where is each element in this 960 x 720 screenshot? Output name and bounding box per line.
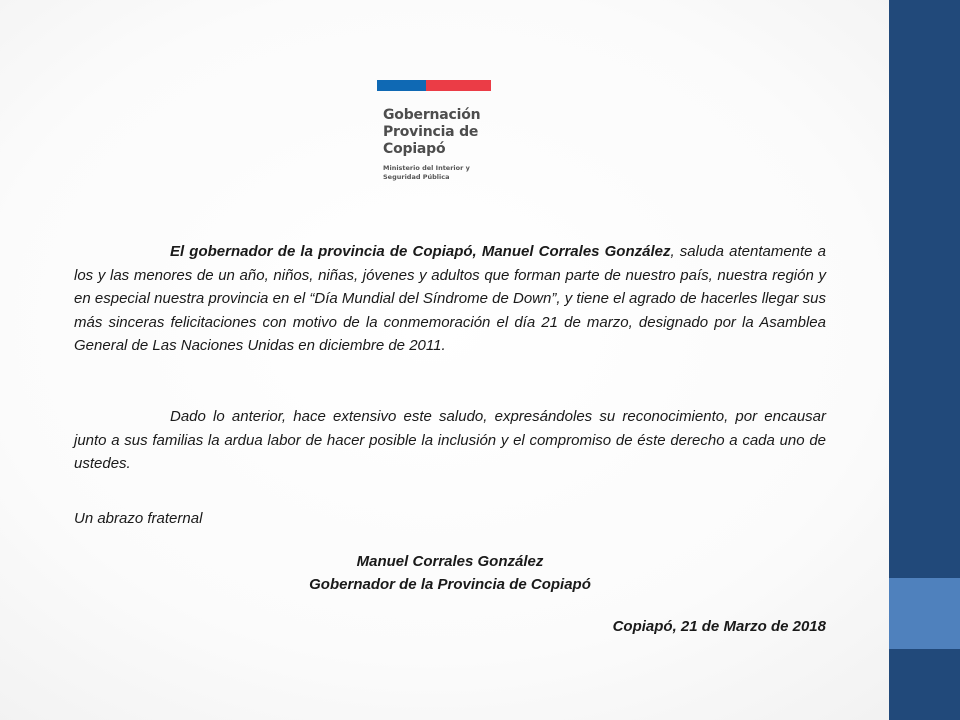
letter-paragraph-2 <box>74 405 826 476</box>
signature-name: Manuel Corrales González <box>356 553 544 570</box>
letter-date: Copiapó, 21 de Marzo de 2018 <box>612 618 826 635</box>
logo-text-line3: Copiapó <box>383 141 446 157</box>
letter-paragraph-1-bold: El gobernador de la provincia de Copiapó, Manuel Corrales González <box>170 243 671 260</box>
letter-paragraph-1 <box>74 240 826 358</box>
logo-text-line2: Provincia de <box>383 124 479 140</box>
logo-stripe-blue <box>377 80 426 91</box>
logo-text-line1: Gobernación <box>383 107 481 123</box>
letter-paragraph-2-body: Dado lo anterior, hace extensivo este saludo, expresándoles su reconocimiento, por encausar junto a sus familias la ardua labor de hacer posible la inclusión y el compromiso de éste derecho a cada uno de ustedes. <box>74 408 826 472</box>
letter-paragraph-1-body: , saluda atentamente a los y las menores de un año, niños, niñas, jóvenes y adultos que forman parte de nuestro país, nuestra región y en especial nuestra provincia en el “Día Mundial del Síndrome de Down”, y tiene el agrado de hacerles llegar sus más sinceras felicitaciones con motivo de la conmemoración el día 21 de marzo, designado por la Asamblea General de Las Naciones Unidas en diciembre de 2011. <box>74 243 826 354</box>
logo-stripe-red <box>426 80 491 91</box>
letter-closing: Un abrazo fraternal <box>74 510 203 527</box>
logo-subtitle-line2: Seguridad Pública <box>383 173 450 181</box>
signature-title: Gobernador de la Provincia de Copiapó <box>309 576 591 593</box>
logo-subtitle-line1: Ministerio del Interior y <box>383 164 470 172</box>
slide-side-bar-accent <box>889 578 960 649</box>
gobernacion-logo <box>377 80 491 190</box>
